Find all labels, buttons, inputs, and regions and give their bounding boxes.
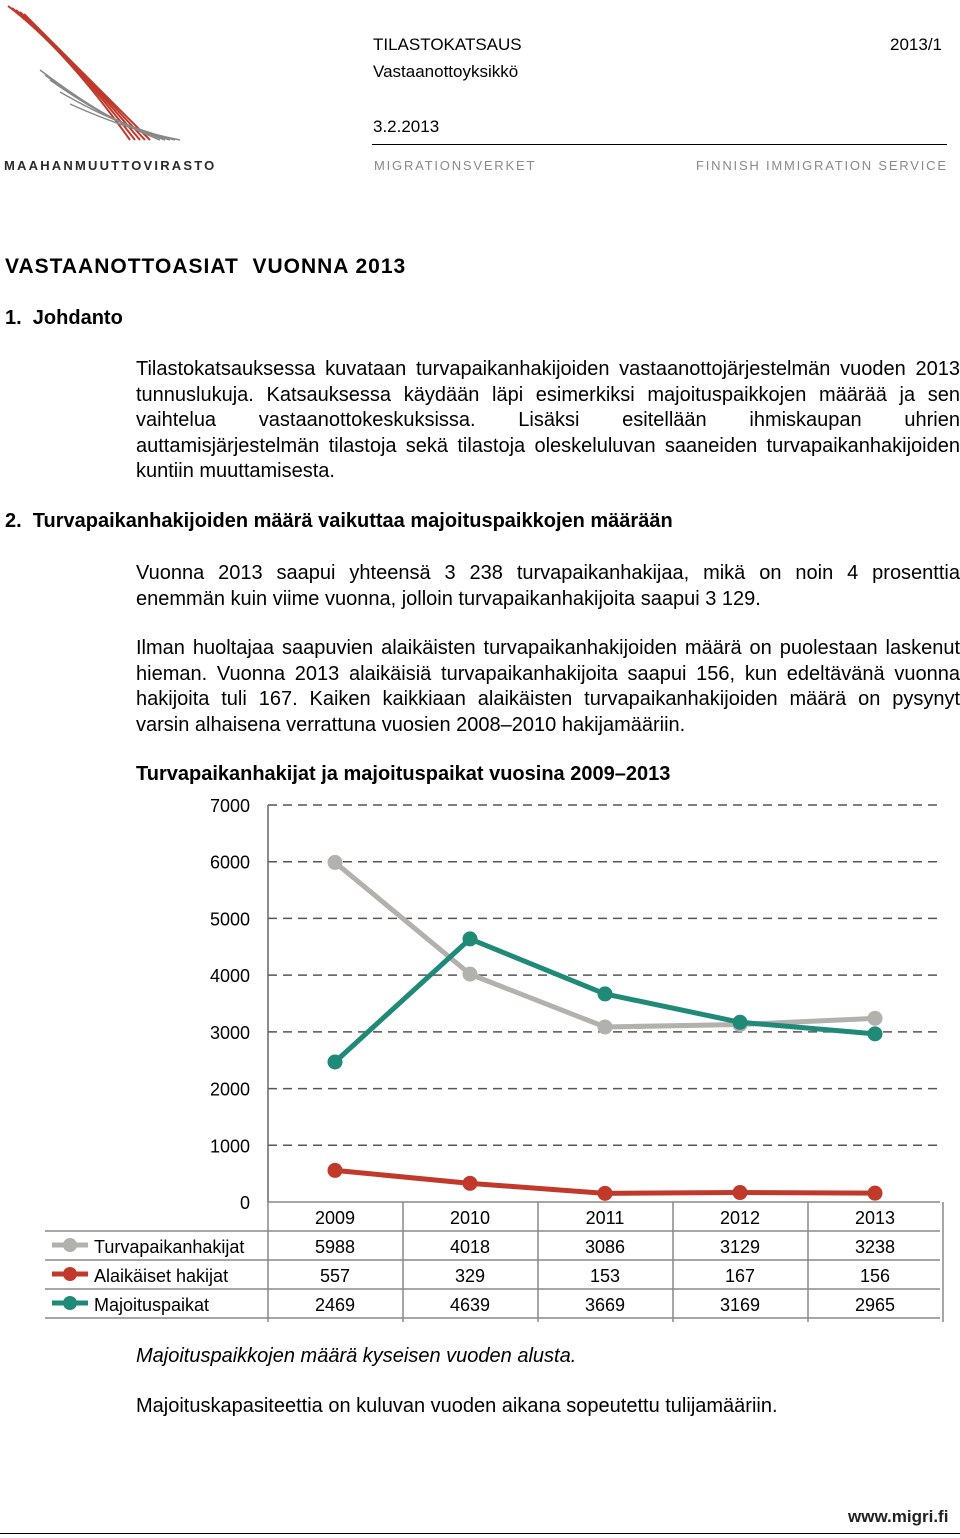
y-tick-label: 7000 (209, 796, 250, 816)
footer-divider (0, 1533, 960, 1534)
x-tick-label: 2009 (314, 1208, 356, 1228)
data-table-cell: 5988 (314, 1237, 356, 1257)
data-table-cell: 557 (319, 1266, 351, 1286)
chart-note-italic: Majoituspaikkojen määrä kyseisen vuoden alusta. (136, 1345, 577, 1367)
data-table-cell: 329 (454, 1266, 486, 1286)
data-point (868, 1186, 883, 1201)
data-point (463, 1176, 478, 1191)
data-point (328, 1163, 343, 1178)
report-unit: Vastaanottoyksikkö (373, 62, 519, 81)
x-tick-label: 2010 (449, 1208, 491, 1228)
data-table-cell: 3169 (719, 1295, 761, 1315)
data-point (463, 931, 478, 946)
section-1-heading: 1. Johdanto (5, 307, 123, 329)
legend-marker (63, 1267, 77, 1281)
legend-marker (63, 1296, 77, 1310)
agency-name-fi: MAAHANMUUTTOVIRASTO (4, 158, 217, 173)
data-table-cell: 2469 (314, 1295, 356, 1315)
data-table-cell: 4639 (449, 1295, 491, 1315)
y-tick-label: 2000 (209, 1079, 250, 1100)
data-table-cell: 167 (724, 1266, 756, 1286)
chart-note: Majoituskapasiteettia on kuluvan vuoden aikana sopeutettu tulijamääriin. (136, 1395, 778, 1417)
report-date: 3.2.2013 (373, 117, 440, 136)
report-type: TILASTOKATSAUS (373, 35, 522, 54)
footer-url: www.migri.fi (848, 1507, 949, 1526)
data-table-cell: 156 (859, 1266, 891, 1286)
data-point (733, 1015, 748, 1030)
y-tick-label: 0 (239, 1193, 250, 1213)
section-1-paragraph: Tilastokatsauksessa kuvataan turvapaikanhakijoiden vastaanottojärjestelmän vuoden 2013 tunnuslukuja. Katsauksessa käydään läpi esimerkiksi majoituspaikkojen määrää ja sen vaihtelua vastaanottokeskuksissa. Lisäksi esitellään ihmiskaupan uhrien auttamisjärjestelmän tilastoja sekä tilastoja oleskeluluvan saaneiden turvapaikanhakijoiden kuntiin muuttamisesta. (136, 358, 960, 482)
x-tick-label: 2011 (585, 1208, 625, 1228)
chart-title: Turvapaikanhakijat ja majoituspaikat vuosina 2009–2013 (136, 763, 671, 785)
section-2-paragraph-2: Ilman huoltajaa saapuvien alaikäisten turvapaikanhakijoiden määrä on puolestaan laskenut hieman. Vuonna 2013 alaikäisiä turvapaikanhakijoita saapui 156, kun edeltävänä vuonna hakijoita tuli 167. Kaiken kaikkiaan alaikäisten turvapaikanhakijoiden määrä on pysynyt varsin alhaisena verrattuna vuosien 2008–2010 hakijamääriin. (136, 637, 960, 736)
series-line (335, 862, 875, 1027)
y-tick-label: 6000 (209, 852, 250, 873)
data-table-cell: 2965 (854, 1295, 896, 1315)
document-title: VASTAANOTTOASIAT VUONNA 2013 (5, 255, 407, 278)
legend-label: Alaikäiset hakijat (94, 1266, 229, 1286)
y-tick-label: 3000 (209, 1022, 250, 1043)
x-tick-label: 2012 (719, 1208, 761, 1228)
migri-logo (0, 0, 215, 150)
agency-name-sv: MIGRATIONSVERKET (374, 158, 537, 173)
y-tick-label: 4000 (209, 966, 250, 987)
legend-marker (63, 1238, 77, 1252)
report-number: 2013/1 (890, 35, 942, 54)
data-table-cell: 3238 (854, 1237, 896, 1257)
agency-name-en: FINNISH IMMIGRATION SERVICE (696, 158, 948, 173)
section-2-paragraph-1: Vuonna 2013 saapui yhteensä 3 238 turvapaikanhakijaa, mikä on noin 4 prosenttia enemmän kuin viime vuonna, jolloin turvapaikanhakijoita saapui 3 129. (136, 562, 960, 610)
y-tick-label: 5000 (209, 909, 250, 930)
legend-label: Majoituspaikat (94, 1295, 210, 1315)
data-point (598, 1019, 613, 1034)
data-table-cell: 3129 (719, 1237, 761, 1257)
data-point (868, 1026, 883, 1041)
data-point (868, 1011, 883, 1026)
data-point (328, 855, 343, 870)
line-chart (0, 785, 960, 1325)
legend-label: Turvapaikanhakijat (94, 1237, 245, 1257)
data-point (598, 1186, 613, 1201)
data-point (463, 967, 478, 982)
section-2-heading: 2. Turvapaikanhakijoiden määrä vaikuttaa majoituspaikkojen määrään (5, 510, 673, 532)
y-tick-label: 1000 (209, 1136, 250, 1157)
header-divider (372, 144, 947, 145)
data-table-cell: 4018 (449, 1237, 491, 1257)
x-tick-label: 2013 (854, 1208, 896, 1228)
data-point (328, 1054, 343, 1069)
data-table-cell: 153 (589, 1266, 621, 1286)
data-table-cell: 3669 (584, 1295, 626, 1315)
data-point (733, 1185, 748, 1200)
data-table-cell: 3086 (584, 1237, 626, 1257)
data-point (598, 986, 613, 1001)
